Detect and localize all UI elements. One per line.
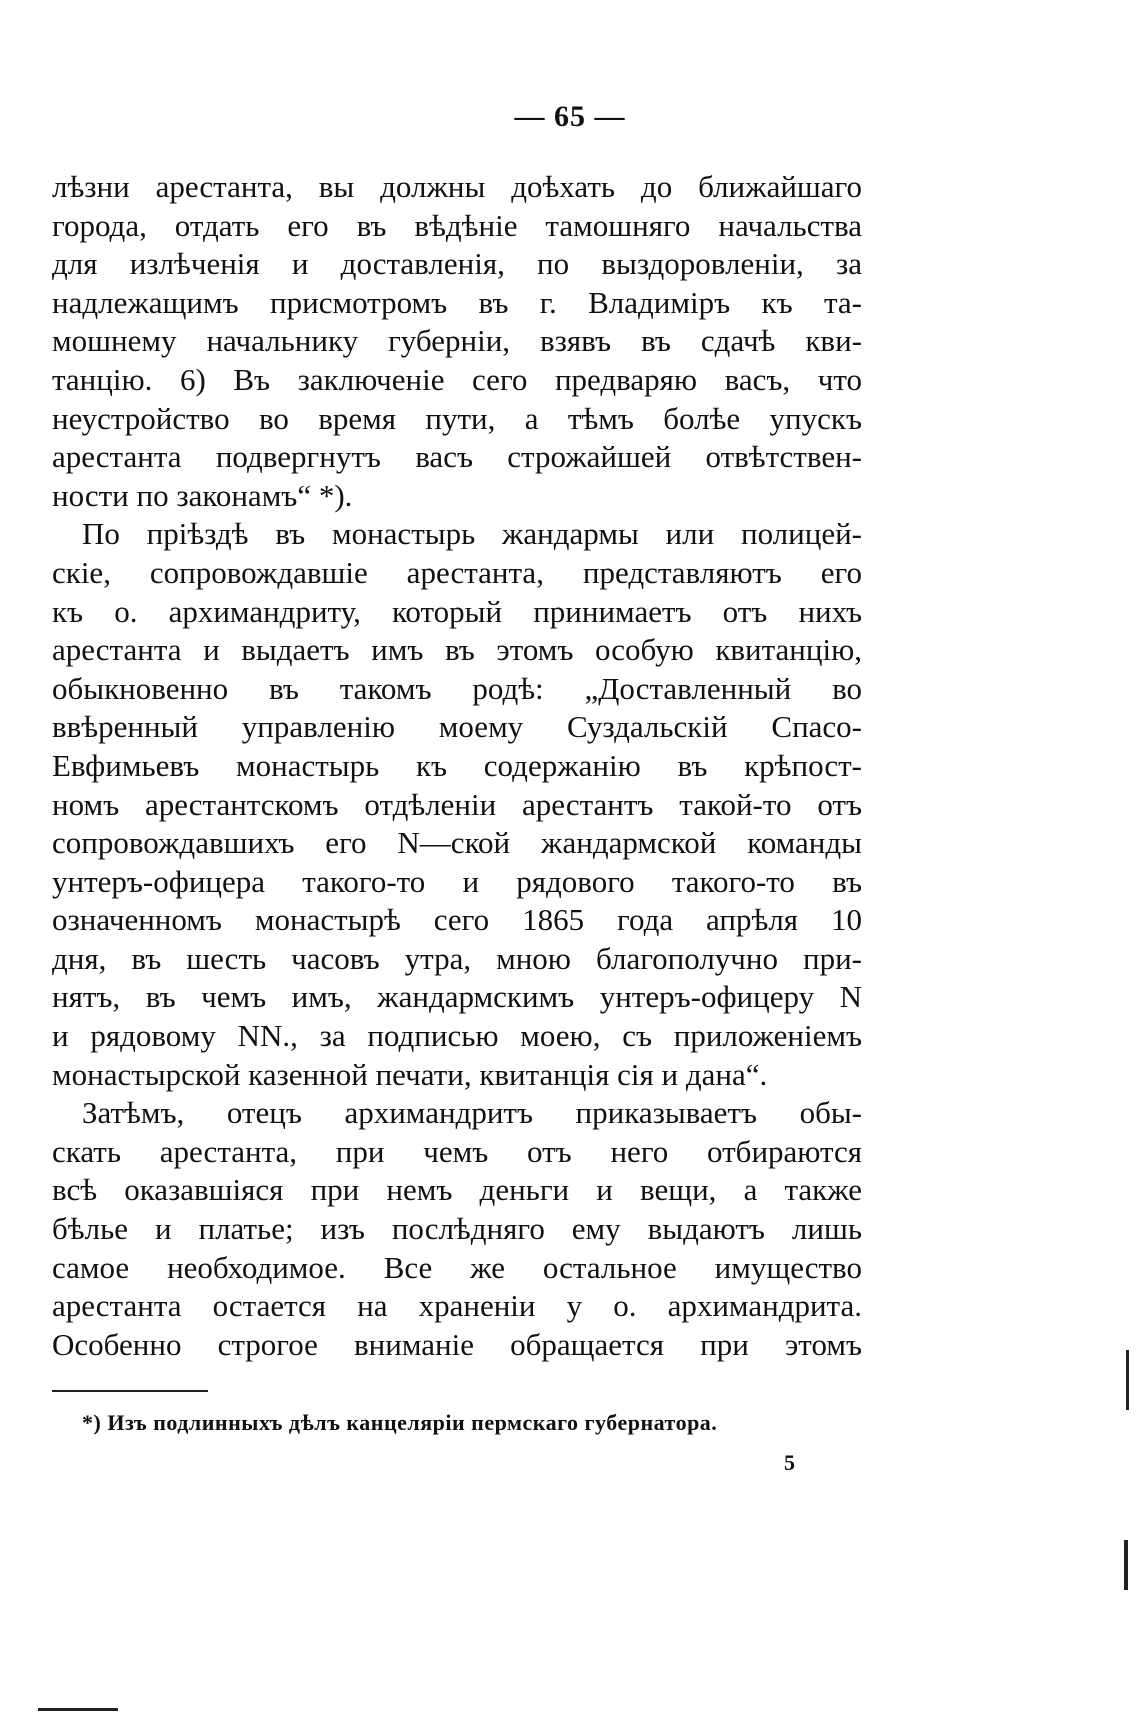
text-line: самое необходимое. Все же остальное имущество xyxy=(52,1249,862,1285)
text-line: нятъ, въ чемъ имъ, жандармскимъ унтеръ-офицеру N xyxy=(52,979,862,1015)
text-line: арестанта и выдаетъ имъ въ этомъ особую квитанцію, xyxy=(52,632,862,668)
scan-edge-mark xyxy=(38,1708,118,1711)
page-number: — 65 — xyxy=(514,100,626,133)
text-line: бѣлье и платье; изъ послѣдняго ему выдаютъ лишь xyxy=(52,1211,862,1247)
text-line: всѣ оказавшіяся при немъ деньги и вещи, а также xyxy=(52,1172,862,1208)
text-line: монастырской казенной печати, квитанція сія и дана“. xyxy=(52,1056,768,1092)
scan-edge-mark xyxy=(1126,1350,1129,1410)
text-line: города, отдать его въ вѣдѣніе тамошняго начальства xyxy=(52,207,862,243)
text-line: сопровождавшихъ его N—ской жандармской команды xyxy=(52,825,862,861)
text-line: арестанта остается на храненіи у о. архимандрита. xyxy=(52,1288,862,1324)
scan-edge-mark xyxy=(1124,1540,1128,1590)
text-line: къ о. архимандриту, который принимаетъ отъ нихъ xyxy=(52,593,862,629)
text-line: для излѣченія и доставленія, по выздоровленіи, за xyxy=(52,246,862,282)
text-line: номъ арестантскомъ отдѣленіи арестантъ такой-то отъ xyxy=(52,786,862,822)
text-line: Затѣмъ, отецъ архимандритъ приказываетъ обы- xyxy=(82,1095,862,1131)
text-line: ввѣренный управленію моему Суздальскій Спасо- xyxy=(52,709,862,745)
text-line: унтеръ-офицера такого-то и рядового такого-то въ xyxy=(52,863,862,899)
text-line: дня, въ шесть часовъ утра, мною благополучно при- xyxy=(52,940,862,976)
text-line: лѣзни арестанта, вы должны доѣхать до ближайшаго xyxy=(52,169,862,204)
footnote: *) Изъ подлинныхъ дѣлъ канцеляріи пермскаго губернатора. xyxy=(82,1410,718,1435)
text-line: мошнему начальнику губерніи, взявъ въ сдачѣ кви- xyxy=(52,323,862,359)
body-text xyxy=(52,168,862,1364)
text-line: скать арестанта, при чемъ отъ него отбираются xyxy=(52,1133,862,1169)
printer-signature-mark: 5 xyxy=(784,1450,795,1475)
footnote-divider xyxy=(52,1390,208,1392)
text-line: По пріѣздѣ въ монастырь жандармы или полицей- xyxy=(82,516,862,552)
text-line: означенномъ монастырѣ сего 1865 года апрѣля 10 xyxy=(52,902,862,938)
text-line: надлежащимъ присмотромъ въ г. Владиміръ къ та- xyxy=(52,284,862,320)
text-line: Особенно строгое вниманіе обращается при этомъ xyxy=(52,1326,862,1362)
text-line: арестанта подвергнутъ васъ строжайшей отвѣтствен- xyxy=(52,439,862,475)
text-line: Евфимьевъ монастырь къ содержанію въ крѣпост- xyxy=(52,747,862,783)
text-line: обыкновенно въ такомъ родѣ: „Доставленный во xyxy=(52,670,862,706)
text-line: ности по законамъ“ *). xyxy=(52,477,353,513)
text-line: танцію. 6) Въ заключеніе сего предваряю васъ, что xyxy=(52,361,862,397)
text-line: и рядовому NN., за подписью моею, съ приложеніемъ xyxy=(52,1018,862,1054)
text-line: неустройство во время пути, а тѣмъ болѣе упускъ xyxy=(52,400,862,436)
text-line: скіе, сопровождавшіе арестанта, представляютъ его xyxy=(52,554,862,590)
